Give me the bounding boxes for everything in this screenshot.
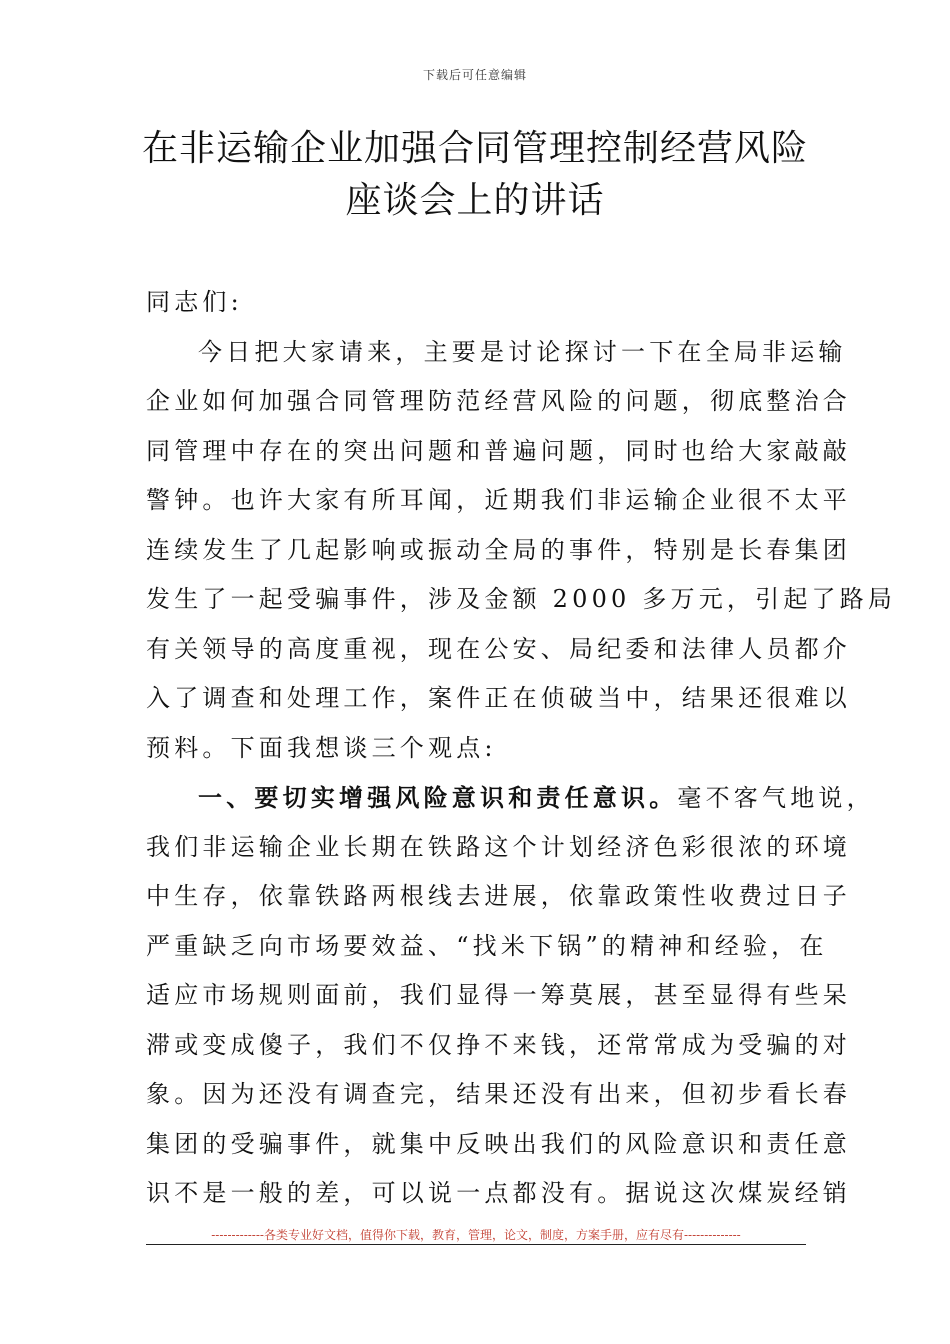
section-heading-line bbox=[146, 773, 875, 823]
paragraph-line: 预料。下面我想谈三个观点: bbox=[146, 733, 497, 762]
paragraph-line: 严重缺乏向市场要效益、“找米下锅”的精神和经验，在 bbox=[146, 931, 828, 960]
paragraph-line: 滞或变成傻子，我们不仅挣不来钱，还常常成为受骗的对 bbox=[146, 1030, 851, 1059]
document-body bbox=[146, 278, 897, 1219]
paragraph-line: 发生了一起受骗事件，涉及金额 2000 多万元，引起了路局 bbox=[146, 585, 897, 613]
footer-note: -------------各类专业好文档，值得你下载，教育，管理，论文，制度，方案手册，应有尽有-------------- bbox=[211, 1228, 741, 1242]
paragraph-line: 入了调查和处理工作，案件正在侦破当中，结果还很难以 bbox=[146, 684, 851, 712]
paragraph-line: 适应市场规则面前，我们显得一筹莫展，甚至显得有些呆 bbox=[146, 981, 851, 1009]
paragraph-line: 有关领导的高度重视，现在公安、局纪委和法律人员都介 bbox=[146, 634, 851, 663]
paragraph-line: 中生存，依靠铁路两根线去进展，依靠政策性收费过日子 bbox=[146, 882, 851, 910]
paragraph-line: 我们非运输企业长期在铁路这个计划经济色彩很浓的环境 bbox=[146, 832, 851, 861]
footer-divider bbox=[146, 1244, 806, 1245]
paragraph-line: 同管理中存在的突出问题和普遍问题，同时也给大家敲敲 bbox=[146, 436, 851, 465]
paragraph-line: 象。因为还没有调查完，结果还没有出来，但初步看长春 bbox=[146, 1080, 851, 1108]
paragraph-line: 企业如何加强合同管理防范经营风险的问题，彻底整治合 bbox=[146, 387, 851, 415]
section-heading: 一、要切实增强风险意识和责任意识。 bbox=[198, 783, 678, 812]
header-note: 下载后可任意编辑 bbox=[422, 68, 527, 82]
paragraph-line: 集团的受骗事件，就集中反映出我们的风险意识和责任意 bbox=[146, 1129, 851, 1158]
salutation: 同志们: bbox=[146, 288, 243, 316]
paragraph-text: 毫不客气地说， bbox=[677, 784, 875, 812]
paragraph-line: 今日把大家请来，主要是讨论探讨一下在全局非运输 bbox=[198, 337, 847, 366]
paragraph-line: 连续发生了几起影响或振动全局的事件，特别是长春集团 bbox=[146, 535, 851, 564]
document-title-line-1: 在非运输企业加强合同管理控制经营风险 bbox=[141, 128, 808, 169]
document-title-line-2: 座谈会上的讲话 bbox=[345, 180, 605, 221]
paragraph-line: 识不是一般的差，可以说一点都没有。据说这次煤炭经销 bbox=[146, 1179, 851, 1207]
paragraph-line: 警钟。也许大家有所耳闻，近期我们非运输企业很不太平 bbox=[146, 486, 851, 514]
